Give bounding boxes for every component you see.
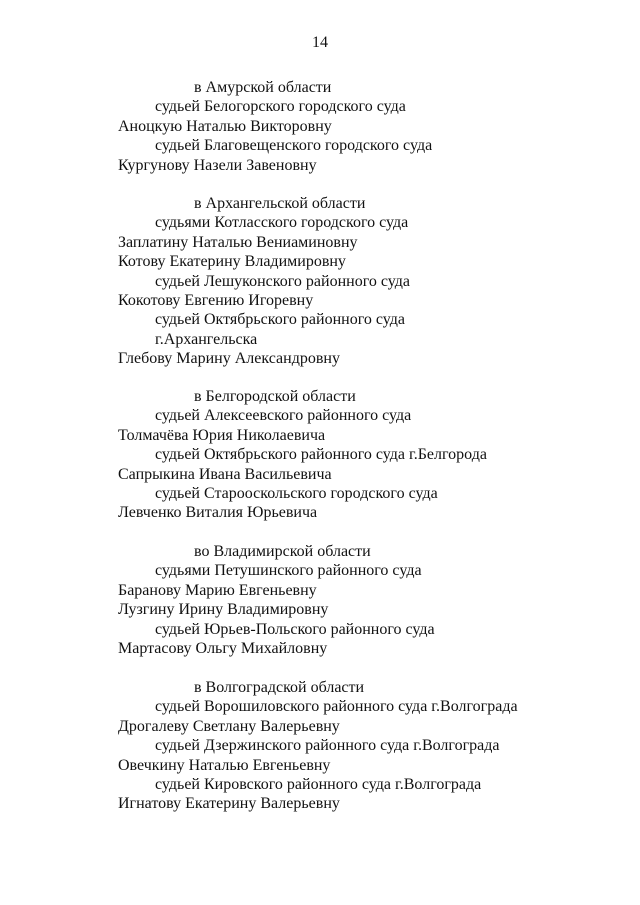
region-heading: во Владимирской области [194, 543, 371, 560]
court-line: судьей Старооскольского городского суда [155, 484, 438, 502]
court-line: судьей Ворошиловского районного суда г.Волгограда [155, 698, 518, 716]
region-heading: в Волгоградской области [194, 679, 365, 696]
court-line: судьей Дзержинского районного суда г.Волгограда [155, 737, 500, 755]
court-line: судьей Октябрьского районного суда г.Белгорода [155, 446, 487, 464]
region-section-belgorod [0, 387, 640, 523]
judge-name: Дрогалеву Светлану Валерьевну [118, 717, 340, 735]
region-section-volgograd [0, 678, 640, 814]
court-line: г.Архангельска [155, 330, 258, 348]
court-line: судьей Белогорского городского суда [155, 98, 406, 116]
judge-name: Кокотову Евгению Игоревну [118, 291, 314, 309]
court-line: судьей Октябрьского районного суда [155, 311, 405, 329]
judge-name: Аноцкую Наталью Викторовну [118, 117, 332, 135]
region-section-vladimir [0, 542, 640, 658]
judge-name: Овечкину Наталью Евгеньевну [118, 756, 331, 774]
judge-name: Баранову Марию Евгеньевну [118, 581, 317, 599]
judge-name: Игнатову Екатерину Валерьевну [118, 795, 340, 813]
page-number: 14 [312, 34, 328, 51]
judge-name: Толмачёва Юрия Николаевича [118, 426, 326, 444]
region-section-amur [0, 78, 640, 175]
court-line: судьями Петушинского районного суда [155, 562, 422, 580]
court-line: судьей Лешуконского районного суда [155, 272, 410, 290]
judge-name: Лузгину Ирину Владимировну [118, 601, 329, 619]
judge-name: Сапрыкина Ивана Васильевича [118, 465, 332, 483]
region-heading: в Амурской области [194, 79, 332, 96]
judge-name: Кургунову Назели Завеновну [118, 156, 317, 174]
court-line: судьями Котласского городского суда [155, 214, 409, 232]
judge-name: Глебову Марину Александровну [118, 350, 340, 368]
judge-name: Мартасову Ольгу Михайловну [118, 639, 328, 657]
judge-name: Левченко Виталия Юрьевича [118, 504, 318, 522]
court-line: судьей Благовещенского городского суда [155, 137, 433, 155]
court-line: судьей Кировского районного суда г.Волгограда [155, 775, 482, 793]
court-line: судьей Юрьев-Польского районного суда [155, 620, 435, 638]
region-heading: в Архангельской области [194, 195, 366, 212]
judge-name: Котову Екатерину Владимировну [118, 253, 346, 271]
judge-name: Заплатину Наталью Вениаминовну [118, 233, 358, 251]
court-line: судьей Алексеевского районного суда [155, 407, 412, 425]
region-heading: в Белгородской области [194, 388, 356, 405]
region-section-arkhangelsk [0, 194, 640, 369]
